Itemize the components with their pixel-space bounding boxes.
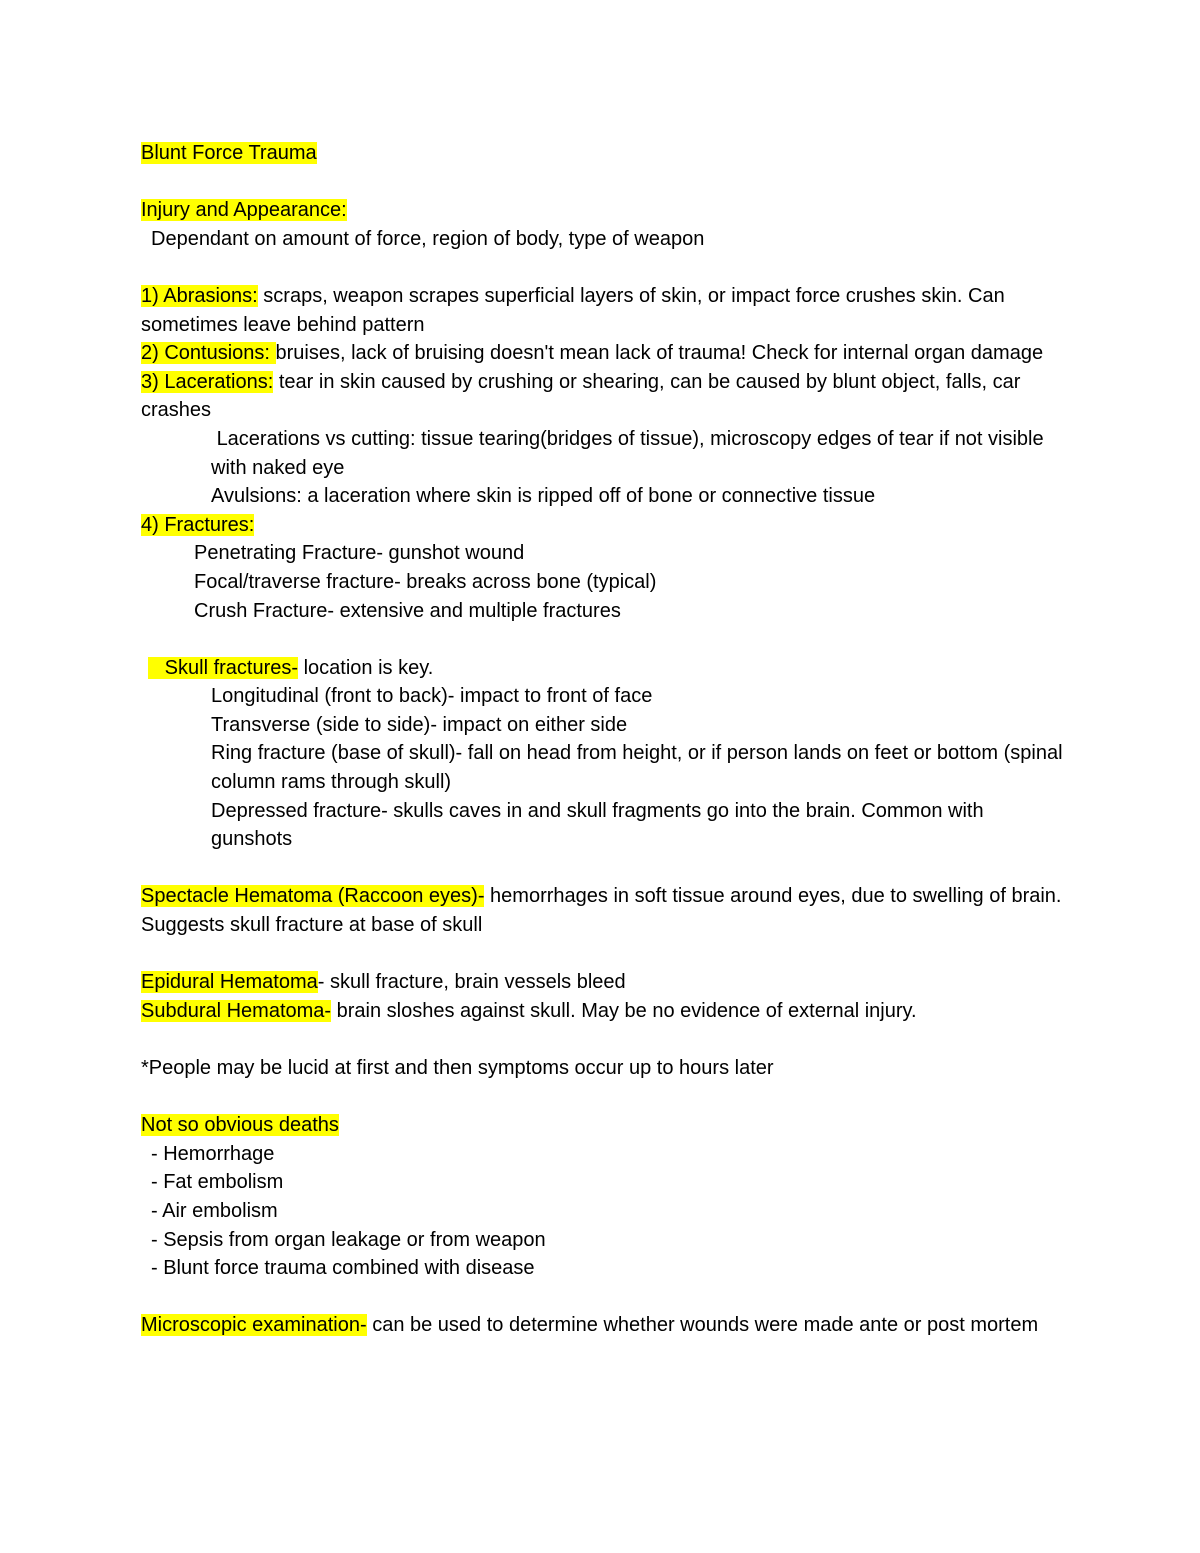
blank-line [141,940,1066,969]
injury-intro: Dependant on amount of force, region of body, type of weapon [151,227,705,250]
abrasions-label: 1) Abrasions: [141,284,258,307]
epidural-paragraph [141,968,1066,997]
skull-paragraph [141,654,1066,683]
skull-item: Longitudinal (front to back)- impact to front of face [211,685,653,708]
lacerations-sub-item: Lacerations vs cutting: tissue tearing(bridges of tissue), microscopy edges of tear if not visible with naked eye [211,427,1050,479]
contusions-text: bruises, lack of bruising doesn't mean lack of trauma! Check for internal organ damage [275,342,1044,365]
fracture-item: Focal/traverse fracture- breaks across bone (typical) [194,570,657,593]
spectacle-paragraph [141,882,1066,939]
title-highlight: Blunt Force Trauma [141,142,317,164]
spectacle-label: Spectacle Hematoma (Raccoon eyes)- [141,885,485,908]
subdural-text: brain sloshes against skull. May be no evidence of external injury. [331,999,917,1022]
fractures-heading [141,511,1066,540]
fracture-item: Penetrating Fracture- gunshot wound [194,542,525,565]
lacerations-sub-item: Avulsions: a laceration where skin is ripped off of bone or connective tissue [211,485,876,508]
micro-text: can be used to determine whether wounds were made ante or post mortem [366,1314,1039,1337]
micro-label: Microscopic examination- [141,1314,367,1337]
injury-heading-highlight: Injury and Appearance: [141,199,347,222]
lacerations-paragraph [141,368,1066,425]
micro-paragraph [141,1311,1066,1340]
blank-line [141,253,1066,282]
blank-line [141,1025,1066,1054]
blank-line [141,168,1066,197]
skull-item: Transverse (side to side)- impact on either side [211,713,628,736]
lacerations-label: 3) Lacerations: [141,370,274,393]
skull-item: Depressed fracture- skulls caves in and skull fragments go into the brain. Common with gunshots [211,799,990,851]
blank-line [141,1283,1066,1312]
blank-line [141,625,1066,654]
deaths-heading [141,1111,1066,1140]
contusions-label: 2) Contusions: [141,342,276,365]
deaths-item: - Hemorrhage [151,1142,275,1165]
doc-title [141,139,1066,168]
spectacle-text: hemorrhages in soft tissue around eyes, due to swelling of brain. Suggests skull fracture at base of skull [141,885,1068,937]
injury-heading [141,196,1066,225]
subdural-label: Subdural Hematoma- [141,999,332,1022]
subdural-paragraph [141,997,1066,1026]
blank-line [141,1083,1066,1112]
deaths-item: - Blunt force trauma combined with disease [151,1257,535,1280]
abrasions-paragraph [141,282,1066,339]
document-page [141,139,1069,1340]
deaths-item: - Fat embolism [151,1171,284,1194]
deaths-label: Not so obvious deaths [141,1114,339,1137]
epidural-label: Epidural Hematoma [141,971,318,994]
skull-text: location is key. [298,656,434,679]
contusions-paragraph [141,339,1066,368]
skull-label: Skull fractures- [148,656,299,679]
skull-item: Ring fracture (base of skull)- fall on head from height, or if person lands on feet or bottom (spinal column rams through skull) [211,742,1069,794]
deaths-item: - Air embolism [151,1199,278,1222]
lacerations-text: tear in skin caused by crushing or shearing, can be caused by blunt object, falls, car crashes [141,370,1026,422]
fracture-item: Crush Fracture- extensive and multiple fractures [194,599,621,622]
abrasions-text: scraps, weapon scrapes superficial layers of skin, or impact force crushes skin. Can sometimes leave behind pattern [141,284,1011,336]
fractures-label: 4) Fractures: [141,513,255,536]
deaths-item: - Sepsis from organ leakage or from weapon [151,1228,546,1251]
epidural-text: - skull fracture, brain vessels bleed [317,971,626,994]
blank-line [141,854,1066,883]
lucid-note: *People may be lucid at first and then symptoms occur up to hours later [141,1057,774,1079]
